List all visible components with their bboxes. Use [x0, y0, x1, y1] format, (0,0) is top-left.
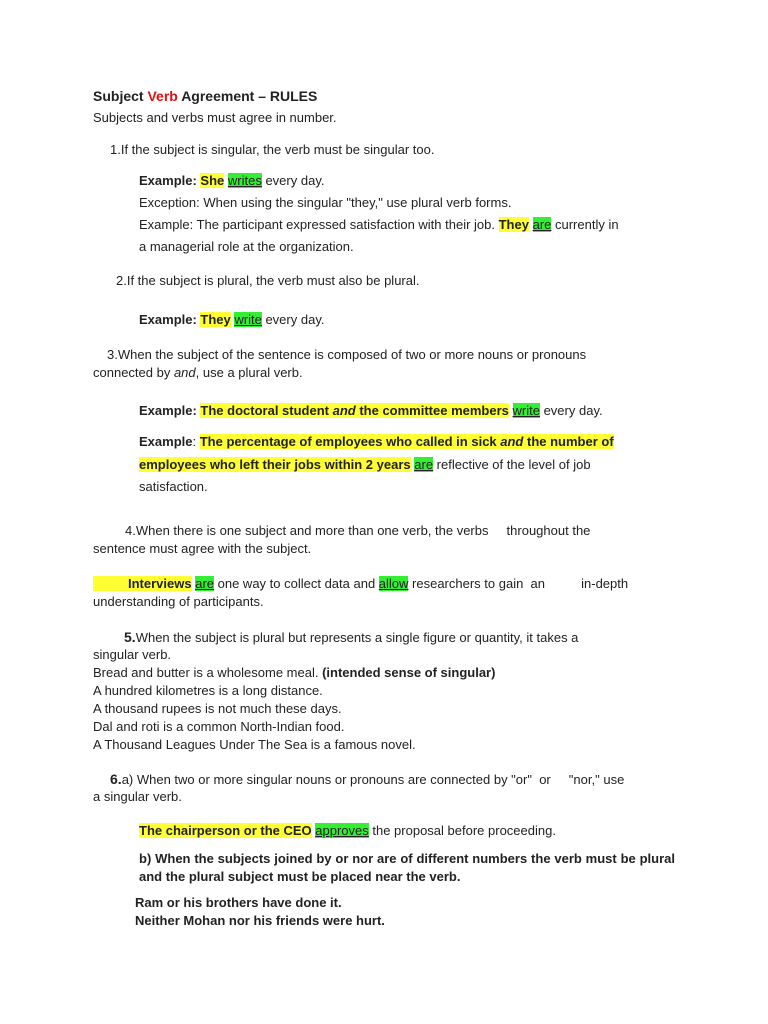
example-text: Bread and butter is a wholesome meal. — [93, 665, 323, 680]
subject-highlight: The chairperson or the CEO — [139, 823, 312, 838]
rule-number: 5. — [124, 629, 136, 645]
rule-5-heading — [124, 628, 578, 647]
example-text: one way to collect data and — [214, 576, 379, 591]
example-label: Example — [139, 434, 193, 449]
example-rest: the proposal before proceeding. — [368, 823, 556, 838]
example-rest: every day. — [261, 312, 325, 327]
rule-1-exception: Exception: When using the singular "they," use plural verb forms. — [139, 195, 512, 210]
subject-conjunction: and — [500, 434, 524, 449]
subject-part: the committee members — [355, 403, 509, 418]
intro-text: Subjects and verbs must agree in number. — [93, 110, 337, 125]
verb-highlight: are — [195, 576, 215, 591]
example-colon: : — [192, 434, 200, 449]
subject-highlight — [200, 403, 508, 418]
verb-highlight: allow — [378, 576, 409, 591]
heading-text: , use a plural verb. — [195, 365, 303, 380]
example-note: (intended sense of singular) — [322, 665, 496, 680]
subject-highlight: She — [200, 173, 225, 188]
subject-part: The doctoral student — [200, 403, 333, 418]
subject-highlight: They — [498, 217, 529, 232]
rule-3-heading: 3.When the subject of the sentence is composed of two or more nouns or pronouns — [107, 347, 587, 362]
rule-3-heading-line-2 — [93, 364, 303, 382]
subject-highlight: They — [200, 312, 231, 327]
title-part: Subject — [93, 88, 148, 104]
example-text: Example: The participant expressed satisfaction with their job. — [139, 217, 499, 232]
heading-text: a) When two or more singular nouns or pronouns are connected by "or" or "nor," use — [121, 772, 625, 787]
rule-6-heading-line-2: a singular verb. — [93, 789, 182, 804]
rule-4-heading: 4.When there is one subject and more than one verb, the verbs throughout the — [125, 523, 591, 538]
verb-highlight: write — [512, 403, 540, 418]
heading-text: When the subject is plural but represents a single figure or quantity, it takes a — [135, 630, 579, 645]
rule-3-example-1 — [139, 402, 603, 420]
example-label: Example: — [139, 173, 201, 188]
example-rest: reflective of the level of job — [433, 457, 591, 472]
verb-highlight: are — [414, 457, 434, 472]
subject-highlight — [200, 434, 614, 449]
example-rest: every day. — [261, 173, 325, 188]
page-title — [93, 87, 317, 105]
rule-2-example — [139, 311, 324, 329]
subject-part: The percentage of employees who called in sick — [199, 434, 501, 449]
rule-1-example-2-line-2: a managerial role at the organization. — [139, 239, 354, 254]
rule-6-heading — [110, 770, 624, 789]
rule-5-example-1 — [93, 664, 495, 682]
title-accent: Verb — [147, 88, 178, 104]
verb-highlight: write — [234, 312, 262, 327]
title-part: Agreement – RULES — [177, 88, 318, 104]
rule-3-example-2 — [139, 433, 614, 451]
verb-highlight: approves — [315, 823, 369, 838]
example-rest: currently in — [551, 217, 619, 232]
rule-5-example-3: A thousand rupees is not much these days. — [93, 701, 342, 716]
rule-5-example-4: Dal and roti is a common North-Indian food. — [93, 719, 345, 734]
rule-3-example-2-line-2 — [139, 456, 591, 474]
rule-1-heading: 1.If the subject is singular, the verb must be singular too. — [110, 142, 435, 157]
rule-6-b-example-2: Neither Mohan nor his friends were hurt. — [135, 913, 385, 928]
rule-6-b-example-1: Ram or his brothers have done it. — [135, 895, 342, 910]
subject-highlight: Interviews — [93, 576, 192, 591]
example-rest: researchers to gain an in-depth — [408, 576, 629, 591]
subject-conjunction: and — [332, 403, 356, 418]
rule-6-example — [139, 822, 556, 840]
example-label: Example: — [139, 312, 201, 327]
rule-5-example-5: A Thousand Leagues Under The Sea is a famous novel. — [93, 737, 416, 752]
rule-3-example-2-line-3: satisfaction. — [139, 479, 208, 494]
rule-6-part-b: b) When the subjects joined by or nor are of different numbers the verb must be plural and the plural subject must be placed near the verb. — [139, 851, 675, 884]
heading-italic: and — [173, 365, 196, 380]
subject-part: the number of — [523, 434, 614, 449]
rule-4-example-line-2: understanding of participants. — [93, 594, 264, 609]
rule-4-example — [93, 575, 628, 593]
rule-5-example-2: A hundred kilometres is a long distance. — [93, 683, 323, 698]
verb-highlight: are — [532, 217, 552, 232]
example-rest: every day. — [539, 403, 603, 418]
subject-highlight: employees who left their jobs within 2 years — [139, 457, 411, 472]
example-label: Example: — [139, 403, 201, 418]
rule-5-heading-line-2: singular verb. — [93, 647, 172, 662]
verb-highlight: writes — [227, 173, 262, 188]
rule-number: 6. — [110, 771, 122, 787]
rule-2-heading: 2.If the subject is plural, the verb must also be plural. — [116, 273, 420, 288]
rule-1-example-2 — [139, 216, 619, 234]
rule-4-heading-line-2: sentence must agree with the subject. — [93, 541, 312, 556]
heading-text: connected by — [93, 365, 174, 380]
rule-1-example — [139, 172, 324, 190]
